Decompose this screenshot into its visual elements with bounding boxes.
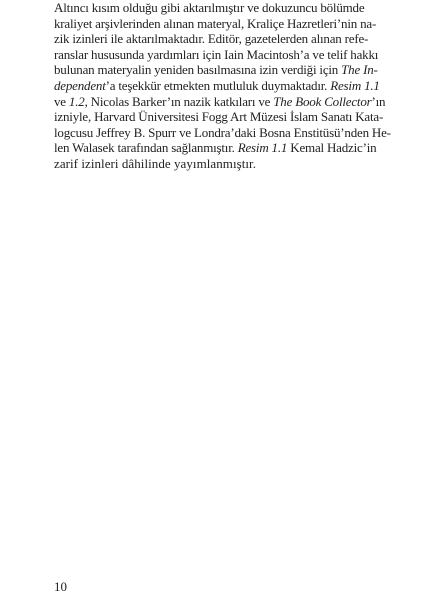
text-segment: zarif izinleri dâhilinde yayımlanmıştır. [54, 155, 256, 171]
italic-text-segment: The In- [341, 62, 378, 78]
text-segment: len Walasek tarafından sağlanmıştır. [54, 140, 238, 156]
page-number: 10 [54, 579, 67, 594]
text-line [54, 93, 386, 110]
text-segment: ’ın [371, 93, 386, 109]
text-line [54, 140, 377, 156]
italic-text-segment: The Book Collector [273, 93, 372, 109]
text-segment: , Nicolas Barker’ın nazik katkıları ve [84, 93, 274, 109]
text-segment: Kemal Hadzic’in [287, 140, 377, 156]
text-segment: ’a teşekkür etmekten mutluluk duymaktadır. [105, 77, 331, 93]
text-line [54, 156, 374, 172]
italic-text-segment: Resim 1.1 [237, 140, 288, 156]
text-line [54, 124, 391, 141]
text-segment: ranslar hususunda yardımları için Iain Macintosh’a ve telif hakkı [54, 46, 379, 62]
italic-text-segment: Resim 1.1 [330, 77, 380, 93]
text-line [54, 31, 374, 47]
text-line [54, 46, 379, 63]
text-line [54, 77, 380, 94]
text-segment: izniyle, Harvard Üniversitesi Fogg Art Müzesi İslam Sanatı Kata- [54, 109, 384, 125]
body-paragraph [54, 0, 391, 172]
text-segment: logcusu Jeffrey B. Spurr ve Londra’daki Bosna Enstitüsü’nden He- [54, 124, 391, 140]
text-line [54, 15, 377, 32]
text-line [54, 0, 374, 16]
text-segment: bulunan materyalin yeniden basılmasına izin verdiği için [54, 62, 342, 78]
italic-text-segment: 1.2 [68, 93, 85, 109]
text-segment: zik izinleri ile aktarılmaktadır. Editör, gazetelerden alınan refe- [54, 31, 369, 47]
text-line [54, 62, 378, 78]
italic-text-segment: dependent [54, 77, 106, 93]
text-segment: Altıncı kısım olduğu gibi aktarılmıştır ve dokuzuncu bölümde [54, 0, 365, 15]
text-segment: ve [54, 93, 69, 109]
text-segment: kraliyet arşivlerinden alınan materyal, Kraliçe Hazretleri’nin na- [54, 15, 377, 31]
text-line [54, 109, 384, 125]
